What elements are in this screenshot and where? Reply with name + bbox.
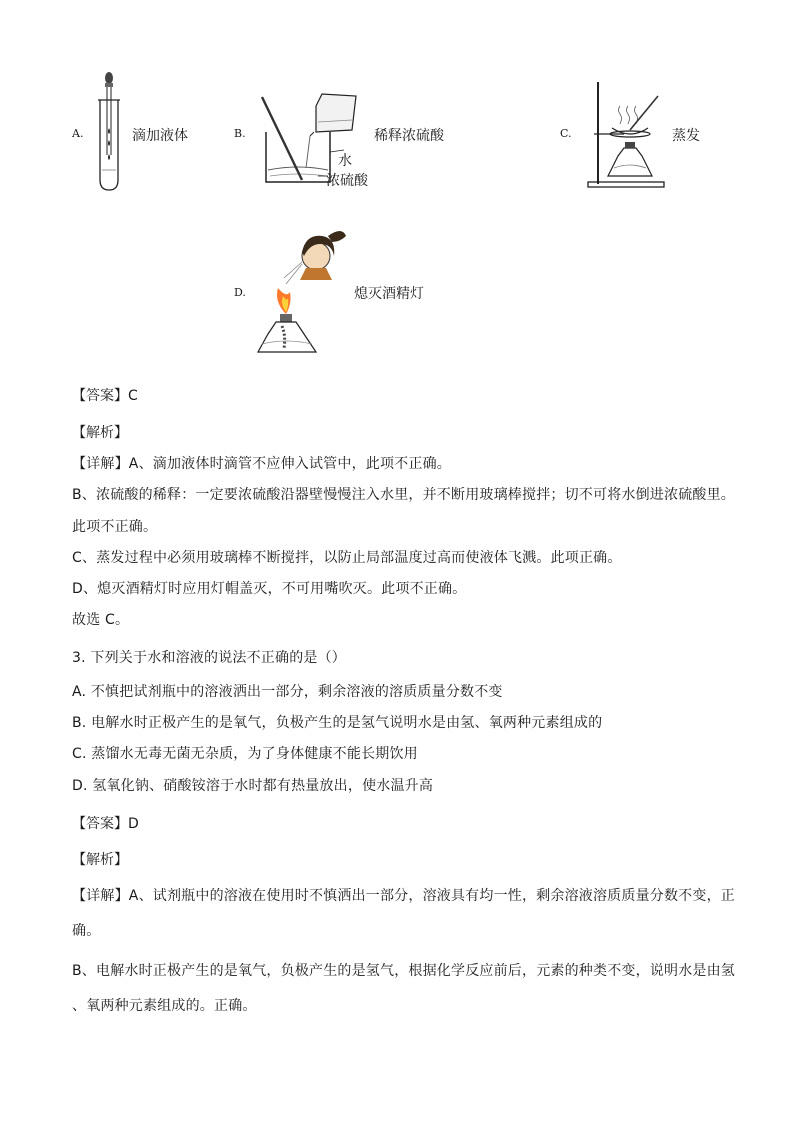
q3-answer: 【答案】D xyxy=(72,816,139,832)
q3-question: 3. 下列关于水和溶液的说法不正确的是（） xyxy=(72,650,347,666)
q3-detail-line: 、氧两种元素组成的。正确。 xyxy=(72,998,257,1014)
q2-detail-line: 此项不正确。 xyxy=(72,519,158,535)
option-d-letter: D. xyxy=(234,286,246,299)
q2-analysis-tag: 【解析】 xyxy=(72,425,128,441)
option-b-acid-label: 浓硫酸 xyxy=(326,173,368,189)
q2-detail-line: D、熄灭酒精灯时应用灯帽盖灭，不可用嘴吹灭。此项不正确。 xyxy=(72,581,467,597)
option-a-letter: A. xyxy=(72,127,84,140)
q3-option-a: A. 不慎把试剂瓶中的溶液洒出一部分，剩余溶液的溶质质量分数不变 xyxy=(72,684,503,700)
blow-out-alcohol-lamp-illustration xyxy=(256,222,352,362)
q2-detail-line: C、蒸发过程中必须用玻璃棒不断搅拌，以防止局部温度过高而使液体飞溅。此项正确。 xyxy=(72,550,622,566)
option-c-letter: C. xyxy=(560,127,572,140)
option-b-water-label: 水 xyxy=(338,153,352,169)
option-a-caption: 滴加液体 xyxy=(132,128,188,144)
q3-detail-line: 确。 xyxy=(72,923,101,939)
q2-detail-line: B、浓硫酸的稀释：一定要浓硫酸沿器壁慢慢注入水里，并不断用玻璃棒搅拌；切不可将水倒进浓硫酸里。 xyxy=(72,487,736,503)
q2-conclusion: 故选 C。 xyxy=(72,612,130,628)
q3-option-c: C. 蒸馏水无毒无菌无杂质，为了身体健康不能长期饮用 xyxy=(72,746,418,762)
q2-detail-line: 【详解】A、滴加液体时滴管不应伸入试管中，此项不正确。 xyxy=(72,456,451,472)
q3-option-b: B. 电解水时正极产生的是氧气，负极产生的是氢气说明水是由氢、氧两种元素组成的 xyxy=(72,715,603,731)
option-d-caption: 熄灭酒精灯 xyxy=(354,286,424,302)
option-c-caption: 蒸发 xyxy=(672,128,700,144)
evaporation-apparatus-illustration xyxy=(584,78,674,190)
dropper-test-tube-illustration xyxy=(96,70,126,195)
q3-analysis-tag: 【解析】 xyxy=(72,852,128,868)
q3-option-d: D. 氢氧化钠、硝酸铵溶于水时都有热量放出，使水温升高 xyxy=(72,778,434,794)
option-b-caption: 稀释浓硫酸 xyxy=(374,128,444,144)
option-b-letter: B. xyxy=(234,127,246,140)
q3-detail-line: B、电解水时正极产生的是氧气，负极产生的是氢气，根据化学反应前后，元素的种类不变，说明水是由氢 xyxy=(72,963,736,979)
q2-answer: 【答案】C xyxy=(72,388,138,404)
q3-detail-line: 【详解】A、试剂瓶中的溶液在使用时不慎洒出一部分，溶液具有均一性，剩余溶液溶质质量分数不变，正 xyxy=(72,888,735,904)
